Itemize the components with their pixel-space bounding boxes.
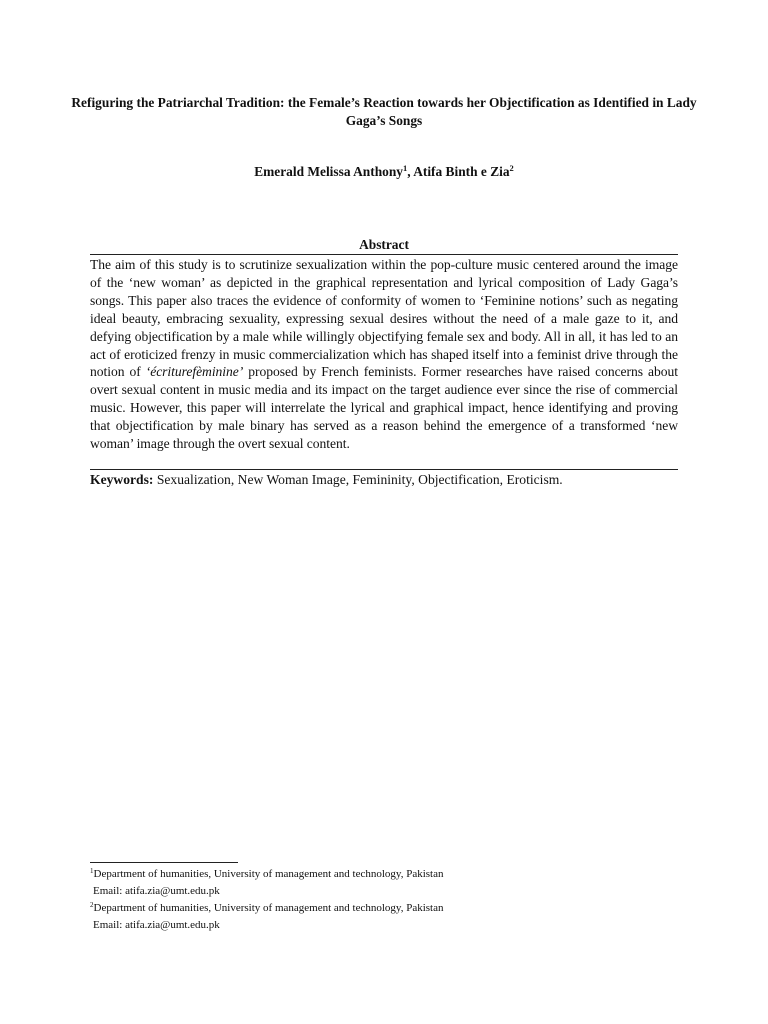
abstract-heading: Abstract (359, 237, 409, 252)
abstract-body (90, 256, 678, 453)
keywords-text: Sexualization, New Woman Image, Femininity, Objectification, Eroticism. (153, 472, 563, 487)
keywords-label: Keywords: (90, 472, 154, 487)
footnote (90, 900, 678, 917)
abstract-text: The aim of this study is to scrutinize sexualization within the pop-culture music centered around the image of the ‘new woman’ as depicted in the graphical representation and lyrical composition of Lady Gaga’s songs. This paper also traces the evidence of conformity of women to ‘Feminine notions’ such as negating ideal beauty, embracing sexuality, expressing sexual desires without the need of a male gaze to it, and defying objectification by a male while willingly objectifying female sex and body. All in all, it has led to an act of eroticized frenzy in music commercialization which has shaped itself into a feminist drive through the notion of (90, 257, 678, 380)
footnote-email: Email: atifa.zia@umt.edu.pk (93, 919, 220, 931)
footnote-email: Email: atifa.zia@umt.edu.pk (93, 885, 220, 897)
abstract-text: proposed by French feminists. Former researches have raised concerns about overt sexual content in music media and its impact on the target audience ever since the rise of commercial music. However, this paper will interrelate the lyrical and graphical impact, hence identifying and proving that objectification by male binary has served as a reason behind the emergence of a transformed ‘new woman’ image through the overt sexual content. (90, 364, 678, 452)
footnote-mark: 2 (90, 901, 94, 909)
keywords-line (90, 471, 678, 489)
footnote-rule (90, 862, 238, 863)
author-separator: , (407, 164, 414, 179)
footnotes (90, 866, 678, 934)
paper-title: Refiguring the Patriarchal Tradition: the Female’s Reaction towards her Objectification as Identified in Lady Gaga’s Songs (71, 95, 697, 128)
author-footnote-mark: 1 (402, 163, 408, 173)
author-name: Emerald Melissa Anthony (254, 164, 403, 179)
footnote (90, 866, 678, 883)
author-line (60, 163, 708, 181)
abstract-bottom-rule (90, 469, 678, 470)
author-footnote-mark: 2 (509, 163, 514, 173)
footnote-mark: 1 (90, 867, 94, 875)
author-name: Atifa Binth e Zia (413, 164, 510, 179)
abstract-italic-term: ‘écriturefèminine’ (145, 364, 244, 380)
abstract-top-rule (90, 254, 678, 255)
footnote-affiliation: Department of humanities, University of management and technology, Pakistan (93, 868, 444, 880)
footnote-affiliation: Department of humanities, University of management and technology, Pakistan (93, 902, 444, 914)
